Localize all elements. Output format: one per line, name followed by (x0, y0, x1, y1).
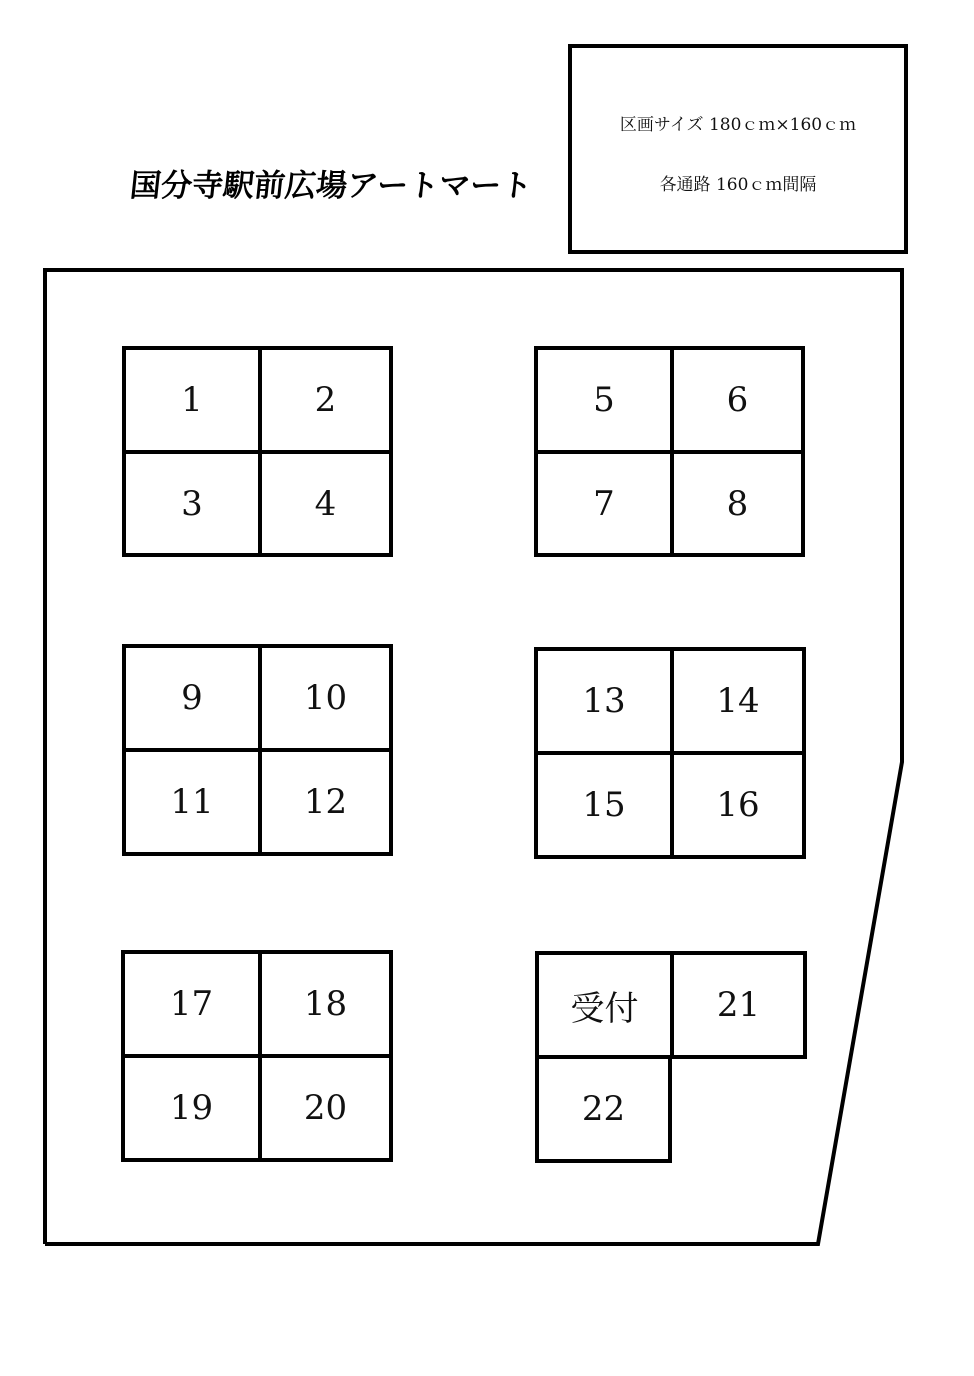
stall-17[interactable]: 17 (121, 950, 262, 1058)
stall-22[interactable]: 22 (535, 1055, 672, 1163)
stall-13[interactable]: 13 (534, 647, 674, 755)
stall-2[interactable]: 2 (258, 346, 393, 454)
stall-7[interactable]: 7 (534, 450, 674, 557)
stall-9[interactable]: 9 (122, 644, 262, 752)
stall-8[interactable]: 8 (670, 450, 805, 557)
stall-4[interactable]: 4 (258, 450, 393, 557)
stall-3[interactable]: 3 (122, 450, 262, 557)
stall-18[interactable]: 18 (258, 950, 393, 1058)
stall-10[interactable]: 10 (258, 644, 393, 752)
stall-reception[interactable]: 受付 (535, 951, 674, 1059)
map-title: 国分寺駅前広場アートマート (128, 168, 534, 204)
stall-16[interactable]: 16 (670, 751, 806, 859)
stall-14[interactable]: 14 (670, 647, 806, 755)
stall-size-note: 区画サイズ 180ｃｍ×160ｃｍ (619, 115, 857, 135)
stall-6[interactable]: 6 (670, 346, 805, 454)
stall-19[interactable]: 19 (121, 1054, 262, 1162)
stall-5[interactable]: 5 (534, 346, 674, 454)
stall-15[interactable]: 15 (534, 751, 674, 859)
stall-11[interactable]: 11 (122, 748, 262, 856)
stall-20[interactable]: 20 (258, 1054, 393, 1162)
stall-1[interactable]: 1 (122, 346, 262, 454)
aisle-spacing-note: 各通路 160ｃｍ間隔 (659, 175, 817, 195)
stall-21[interactable]: 21 (670, 951, 807, 1059)
stall-12[interactable]: 12 (258, 748, 393, 856)
